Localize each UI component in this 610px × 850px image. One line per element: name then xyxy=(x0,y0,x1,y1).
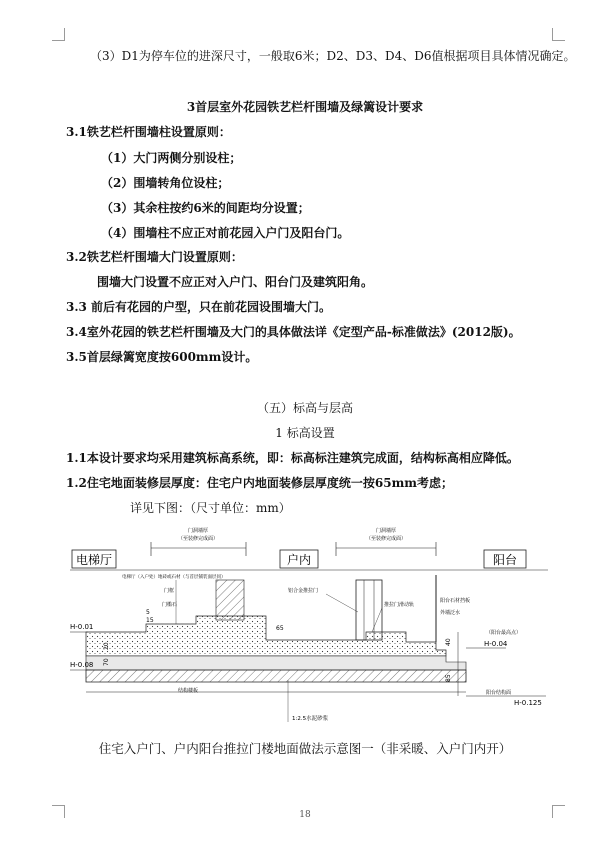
section-3-4-text: 3.4室外花园的铁艺栏杆围墙及大门的具体做法详《定型产品-标准做法》(2012版)。 xyxy=(66,325,521,339)
complete-face-label-left: （至装修完成面） xyxy=(177,536,219,542)
dim-40: 40 xyxy=(445,638,452,646)
section-3-5-text: 3.5首层绿篱宽度按600mm设计。 xyxy=(66,350,258,364)
section-3-2-heading: 3.2铁艺栏杆围墙大门设置原则： xyxy=(66,250,243,264)
complete-face-label-right: （至装修完成面） xyxy=(365,536,407,542)
section-3-3-text: 3.3 前后有花园的户型，只在前花园设围墙大门。 xyxy=(66,300,332,314)
section-3-1-item-2: （2）围墙转角位设柱； xyxy=(101,176,230,190)
note-sliding-rail: 推拉门滑动轨 xyxy=(384,602,415,608)
door-wall-left xyxy=(216,580,244,620)
section-1-2-text: 1.2住宅地面装修层厚度：住宅户内地面装修层厚度统一按65mm考虑； xyxy=(66,476,453,490)
elevation-h008: H-0.08 xyxy=(70,661,94,669)
elevation-h001: H-0.01 xyxy=(70,623,94,631)
balcony-label: 阳台 xyxy=(492,553,518,567)
sliding-door-frame xyxy=(356,580,382,640)
crop-mark-top-left xyxy=(52,28,65,41)
subsection-1-title: 1 标高设置 xyxy=(275,426,335,440)
note-drain: 外墙泛水 xyxy=(440,610,461,616)
dim-65: 65 xyxy=(276,625,284,632)
elevation-h0125: H-0.125 xyxy=(514,699,542,707)
dim-20: 20 xyxy=(103,642,110,650)
note-elevator-floor: 电梯厅（入户处）地砖或石材（与首层铺装面层同） xyxy=(122,575,226,580)
section-3-title: 3首层室外花园铁艺栏杆围墙及绿篱设计要求 xyxy=(186,100,424,114)
section-3-1-heading: 3.1铁艺栏杆围墙柱设置原则： xyxy=(66,125,231,139)
elevator-hall-label: 电梯厅 xyxy=(75,553,113,567)
mortar-layer xyxy=(86,656,466,670)
crop-mark-top-right xyxy=(552,28,565,41)
note-parking-depth: （3）D1为停车位的进深尺寸，一般取6米；D2、D3、D4、D6值根据项目具体情况确定。 xyxy=(90,49,576,63)
section-3-1-item-3: （3）其余柱按约6米的间距均分设置； xyxy=(101,201,310,215)
balcony-structure-label: 阳台结构面 xyxy=(486,690,512,696)
dim-5: 5 xyxy=(146,609,150,616)
elevation-h004: H-0.04 xyxy=(484,640,508,648)
structure-slab xyxy=(86,670,466,682)
section-1-1-text: 1.1本设计要求均采用建筑标高系统，即：标高标注建筑完成面，结构标高相应降低。 xyxy=(66,451,519,465)
section-3-1-item-1: （1）大门两侧分别设柱； xyxy=(101,151,242,165)
note-structure-slab: 结构楼板 xyxy=(178,688,199,694)
note-window-sill: 铝合金推拉门 xyxy=(288,588,319,594)
page-number: 18 xyxy=(299,810,311,820)
balcony-highest-label: （阳台最高点） xyxy=(486,630,522,636)
section-3-1-item-4: （4）围墙柱不应正对前花园入户门及阳台门。 xyxy=(101,226,350,240)
door-wall-label-left: 门洞墙厚 xyxy=(187,528,209,534)
section-5-title: （五）标高与层高 xyxy=(256,401,353,415)
floor-finish-layer xyxy=(86,616,446,656)
section-3-2-text: 围墙大门设置不应正对入户门、阳台门及建筑阳角。 xyxy=(97,275,374,289)
floor-section-drawing xyxy=(66,520,552,730)
note-threshold: 门槛石 xyxy=(162,602,178,608)
door-wall-label-right: 门洞墙厚 xyxy=(375,528,397,534)
dim-15: 15 xyxy=(146,617,154,624)
note-balcony-stone: 阳台石材挡板 xyxy=(440,598,471,604)
dim-85: 85 xyxy=(445,674,452,682)
note-door-frame: 门框 xyxy=(164,588,175,594)
figure-caption: 住宅入户门、户内阳台推拉门楼地面做法示意图一（非采暖、入户门内开） xyxy=(98,741,512,756)
dim-70: 70 xyxy=(103,658,110,666)
indoor-label: 户内 xyxy=(286,553,312,567)
see-below-note: 详见下图：（尺寸单位：mm） xyxy=(130,501,291,515)
note-mortar: 1:2.5水泥砂浆 xyxy=(292,716,329,722)
